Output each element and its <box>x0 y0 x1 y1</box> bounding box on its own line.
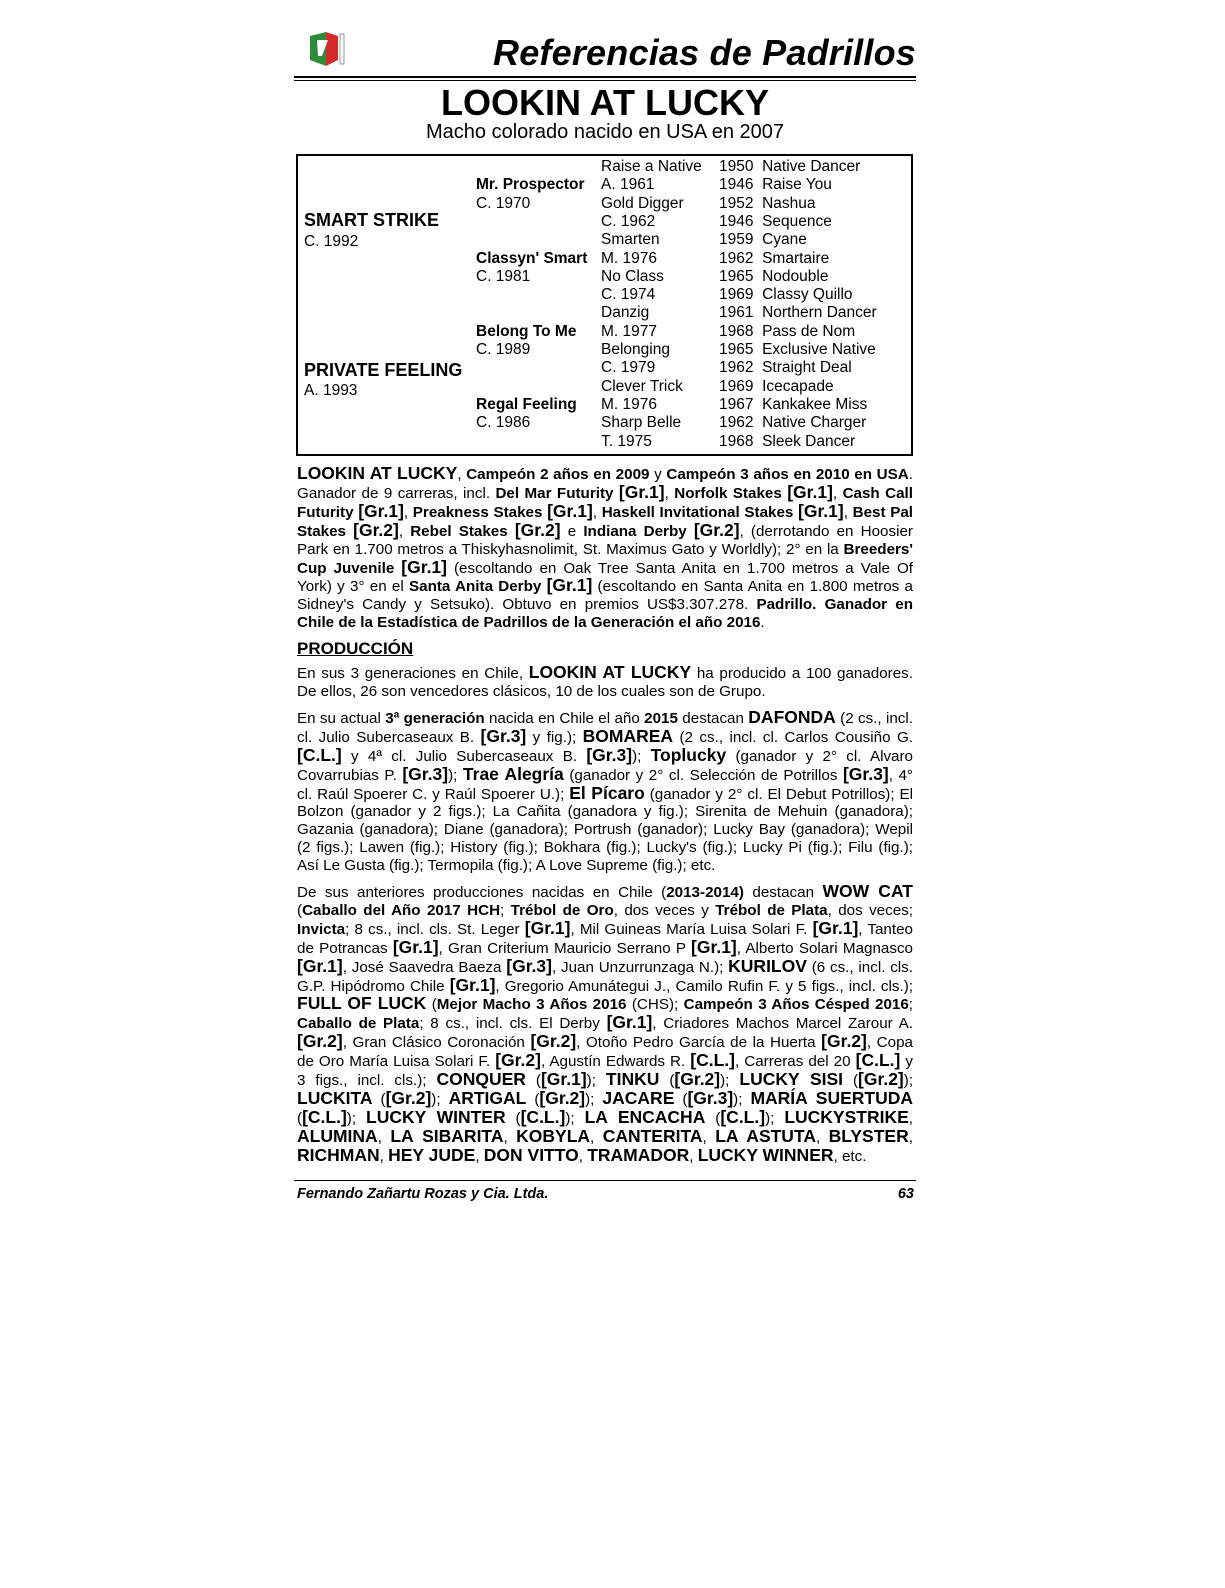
text-run: ); <box>431 1091 449 1108</box>
emphasized-text: [Gr.1] <box>812 917 859 938</box>
ancestor-entry: 1946 Sequence <box>719 212 832 230</box>
emphasized-text: [Gr.1] <box>524 917 571 938</box>
grandparent-name: Mr. Prospector <box>476 176 585 194</box>
ancestor-entry: 1967 Kankakee Miss <box>719 395 868 413</box>
text-run: , Criadores Machos Marcel Zarour A. <box>652 1015 913 1033</box>
horse-name: LOOKIN AT LUCKY <box>441 82 769 123</box>
text-run: , <box>590 1128 603 1146</box>
emphasized-text: [C.L.] <box>302 1106 347 1127</box>
emphasized-text: [Gr.1] <box>798 500 844 521</box>
emphasized-text: CONQUER <box>436 1069 526 1090</box>
grandparent-year: C. 1986 <box>476 414 531 432</box>
ancestor-entry: 1969 Classy Quillo <box>719 286 853 304</box>
emphasized-text: HEY JUDE <box>388 1144 476 1165</box>
text-run: nacida en Chile el año <box>484 709 645 727</box>
header-divider <box>294 76 916 78</box>
text-run: ( <box>297 901 303 919</box>
text-run: (escoltando en Oak Tree Santa Anita en 1.700 metros a Vale Of York) y 3° en el <box>297 559 913 596</box>
ancestor-entry: 1962 Straight Deal <box>719 359 852 377</box>
text-run: ); <box>632 747 651 765</box>
ancestor-entry: 1969 Icecapade <box>719 377 834 395</box>
emphasized-text: Haskell Invitational Stakes <box>601 503 799 521</box>
text-run: , <box>832 484 843 502</box>
text-run: , Copa de Oro María Luisa Solari F. <box>297 1034 913 1071</box>
text-run: , <box>664 484 675 502</box>
emphasized-text: LA SIBARITA <box>390 1125 504 1146</box>
ancestor-entry: 1965 Nodouble <box>719 267 829 285</box>
emphasized-text: Preakness Stakes <box>412 503 548 521</box>
text-run: ); <box>586 1072 606 1090</box>
ancestor-entry: 1962 Native Charger <box>719 414 867 432</box>
emphasized-text: [Gr.1] <box>691 936 737 957</box>
emphasized-text: [Gr.3] <box>687 1088 734 1108</box>
emphasized-text: [Gr.3] <box>480 725 527 746</box>
ancestor-entry: 1968 Pass de Nom <box>719 322 856 340</box>
great-grandparent-entry: M. 1976 <box>601 249 658 267</box>
text-run: , <box>578 1147 588 1165</box>
emphasized-text: BLYSTER <box>828 1125 909 1146</box>
ancestor-entry: 1961 Northern Dancer <box>719 304 877 322</box>
emphasized-text: LUCKY SISI <box>739 1069 844 1090</box>
great-grandparent-entry: A. 1961 <box>601 176 655 194</box>
sire-name: SMART STRIKE <box>304 210 439 230</box>
text-run: , <box>815 1128 829 1146</box>
text-run: ( <box>674 1091 688 1108</box>
emphasized-text: [Gr.1] <box>546 575 593 596</box>
emphasized-text: [Gr.2] <box>858 1069 904 1090</box>
great-grandparent-entry: Danzig <box>601 304 650 322</box>
text-run: ha producido a 100 ganadores. De ellos, 26 son vencedores clásicos, 10 de los cuales son de Grupo. <box>297 665 913 700</box>
text-run: , dos veces; <box>827 901 913 919</box>
great-grandparent-entry: C. 1979 <box>601 359 656 377</box>
ancestor-entry: 1965 Exclusive Native <box>719 341 876 358</box>
text-run: , <box>908 1128 913 1146</box>
emphasized-text: TINKU <box>605 1069 660 1090</box>
emphasized-text: [Gr.1] <box>392 936 439 957</box>
emphasized-text: [Gr.1] <box>606 1012 653 1033</box>
text-run: , <box>377 1128 391 1146</box>
emphasized-text: LUCKYSTRIKE <box>784 1106 909 1127</box>
great-grandparent-entry: Gold Digger <box>601 194 684 212</box>
text-run: En sus 3 generaciones en Chile, <box>297 665 529 683</box>
emphasized-text: [Gr.3] <box>402 763 449 784</box>
emphasized-text: JACARE <box>602 1088 675 1108</box>
emphasized-text: Trébol de Plata <box>715 901 828 919</box>
grandparent-name: Belong To Me <box>476 322 577 340</box>
ancestor-entry: 1968 Sleek Dancer <box>719 432 856 450</box>
emphasized-text: TRAMADOR <box>587 1144 690 1165</box>
text-run: ; 8 cs., incl. cls. St. Leger <box>345 920 525 938</box>
text-run: , Mil Guineas María Luisa Solari F. <box>570 920 813 938</box>
text-run: , <box>403 503 413 521</box>
text-run: ); <box>903 1072 914 1090</box>
text-run: , Gregorio Amunátegui J., Camilo Rufin F. y 5 figs., incl. cls.); <box>495 977 913 995</box>
emphasized-text: Trébol de Oro <box>510 901 614 919</box>
text-run: (ganador y 2° cl. Selección de Potrillos <box>563 766 843 784</box>
text-run: (ganador y 2° cl. El Debut Potrillos); El Bolzon (ganador y 2 figs.); La Cañita (ganadora y fig.); Sirenita de Mehuin (ganadora); Gazania (ganadora); Diane (ganadora); Portrush (ganador); Lucky Bay (ganadora); Wepil (2 figs.); Lawen (fig.); History (fig.); Bokhara (fig.); Lucky's (fig.); Lucky Pi (fig.); Filu (fig.); Así Le Gusta (fig.); Termopila (fig.); A Love Supreme (fig.); etc. <box>297 785 913 875</box>
emphasized-text: Del Mar Futurity <box>495 484 619 502</box>
emphasized-text: ALUMINA <box>297 1125 378 1146</box>
emphasized-text: [Gr.1] <box>618 481 665 502</box>
text-run: , Carreras del 20 <box>735 1053 856 1071</box>
emphasized-text: Caballo de Plata <box>297 1015 420 1033</box>
great-grandparent-entry: No Class <box>601 267 664 285</box>
emphasized-text: Norfolk Stakes <box>674 484 788 502</box>
emphasized-text: Campeón 3 Años Césped 2016 <box>683 996 909 1014</box>
emphasized-text: LA ASTUTA <box>715 1125 816 1146</box>
page-header <box>294 22 916 72</box>
emphasized-text: KURILOV <box>728 955 807 976</box>
grandparent-year: C. 1981 <box>476 267 531 285</box>
emphasized-text: Caballo del Año 2017 HCH <box>302 901 501 919</box>
text-run: y fig.); <box>526 728 583 746</box>
emphasized-text: 2015 <box>644 709 678 727</box>
emphasized-text: [Gr.2] <box>539 1088 586 1108</box>
emphasized-text: [Gr.3] <box>842 763 889 784</box>
text-run: , <box>592 503 602 521</box>
text-run: y 4ª cl. Julio Subercaseaux B. <box>341 747 587 765</box>
text-run: destacan <box>743 884 823 902</box>
text-run: , José Saavedra Baeza <box>342 958 507 976</box>
emphasized-text: [Gr.1] <box>449 974 496 995</box>
ancestor-entry: 1962 Smartaire <box>719 249 830 267</box>
emphasized-text: LA ENCACHA <box>584 1106 706 1127</box>
text-run: ( <box>659 1072 675 1090</box>
text-run: (escoltando en Santa Anita en 1.800 metros a Sidney's Candy y Setsuko). Obtuvo en premios US$3.307.278. <box>297 578 913 614</box>
emphasized-text: [Gr.2] <box>495 1050 541 1071</box>
emphasized-text: LOOKIN AT LUCKY <box>528 662 692 683</box>
text-run: ; 8 cs., incl. cls. El Derby <box>419 1015 607 1033</box>
text-run: , Tanteo de Potrancas <box>297 920 913 957</box>
emphasized-text: CANTERITA <box>602 1125 703 1146</box>
body-text <box>297 465 913 1174</box>
text-run: , <box>908 1109 913 1127</box>
great-grandparent-entry: Clever Trick <box>601 377 683 395</box>
great-grandparent-entry: C. 1974 <box>601 286 656 304</box>
text-run: , Juan Unzurrunzaga N.); <box>551 958 729 976</box>
great-grandparent-entry: Belonging <box>601 341 670 358</box>
emphasized-text: [C.L.] <box>855 1050 901 1071</box>
sire-year: C. 1992 <box>304 233 359 250</box>
emphasized-text: Invicta <box>297 920 346 938</box>
emphasized-text: WOW CAT <box>822 881 913 902</box>
text-run: (2 cs., incl. cl. Julio Subercaseaux B. <box>297 709 913 746</box>
text-run: destacan <box>677 709 749 727</box>
section-heading: PRODUCCIÓN <box>297 639 414 659</box>
text-run: ); <box>720 1072 740 1090</box>
text-run: , 4° cl. Raúl Spoerer C. y Raúl Spoerer U.); <box>297 766 913 803</box>
text-run: ( <box>705 1109 721 1127</box>
ancestor-entry: 1959 Cyane <box>719 231 807 249</box>
third-generation-paragraph <box>297 706 913 875</box>
emphasized-text: Trae Alegría <box>462 763 564 784</box>
emphasized-text: [Gr.3] <box>506 955 552 976</box>
text-run: y 3 figs., incl. cls.); <box>297 1053 913 1090</box>
emphasized-text: [C.L.] <box>520 1106 566 1127</box>
text-run: ); <box>733 1091 751 1108</box>
emphasized-text: [Gr.1] <box>401 556 447 577</box>
emphasized-text: [C.L.] <box>720 1106 766 1127</box>
page-title: Referencias de Padrillos <box>493 32 916 73</box>
text-run: , dos veces y <box>613 901 716 919</box>
emphasized-text: [Gr.1] <box>787 481 833 502</box>
great-grandparent-entry: Smarten <box>601 231 660 249</box>
text-run: , <box>379 1147 389 1165</box>
emphasized-text: [Gr.2] <box>530 1031 577 1052</box>
emphasized-text: 3ª generación <box>385 709 485 727</box>
emphasized-text: [Gr.2] <box>385 1088 432 1108</box>
emphasized-text: [C.L.] <box>690 1050 735 1071</box>
emphasized-text: ARTIGAL <box>448 1088 527 1108</box>
grandparent-name: Regal Feeling <box>476 395 577 413</box>
pedigree-table <box>296 154 913 456</box>
great-grandparent-entry: C. 1962 <box>601 212 656 230</box>
emphasized-text: [Gr.2] <box>674 1069 721 1090</box>
emphasized-text: [Gr.1] <box>358 500 404 521</box>
emphasized-text: [Gr.2] <box>514 519 561 540</box>
great-grandparent-entry: T. 1975 <box>601 432 652 450</box>
production-summary <box>297 664 913 701</box>
text-run: (ganador y 2° cl. Alvaro Covarrubias P. <box>297 747 913 784</box>
text-run: ); <box>765 1109 785 1127</box>
text-run: ( <box>525 1072 541 1090</box>
text-run: , Otoño Pedro García de la Huerta <box>576 1034 822 1052</box>
emphasized-text: [C.L.] <box>297 744 342 765</box>
text-run: ); <box>346 1109 367 1127</box>
text-run: ( <box>505 1109 521 1127</box>
text-run: . Ganador de 9 carreras, incl. <box>297 466 913 502</box>
emphasized-text: [Gr.3] <box>586 744 633 765</box>
emphasized-text: Campeón 2 años en 2009 <box>466 466 650 483</box>
text-run: y <box>649 466 667 483</box>
text-run: ( <box>526 1091 540 1108</box>
text-run: , etc. <box>833 1147 867 1165</box>
emphasized-text: Rebel Stakes <box>410 522 515 540</box>
emphasized-text: KOBYLA <box>516 1125 591 1146</box>
emphasized-text: LUCKITA <box>297 1088 373 1108</box>
text-run: ); <box>565 1109 585 1127</box>
text-run: , <box>475 1147 484 1165</box>
text-run: e <box>560 522 584 540</box>
great-grandparent-entry: M. 1976 <box>601 395 658 413</box>
text-run: De sus anteriores producciones nacidas en Chile ( <box>297 884 667 902</box>
emphasized-text: Santa Anita Derby <box>409 578 547 596</box>
emphasized-text: El Pícaro <box>569 782 645 803</box>
document-page <box>294 22 916 1202</box>
emphasized-text: LOOKIN AT LUCKY <box>297 463 458 483</box>
emphasized-text: Toplucky <box>650 744 727 765</box>
text-run: (CHS); <box>626 996 684 1014</box>
emphasized-text: [Gr.2] <box>821 1031 867 1052</box>
emphasized-text: Best Pal Stakes <box>297 503 913 540</box>
great-grandparent-entry: M. 1977 <box>601 322 658 340</box>
emphasized-text: [Gr.1] <box>297 955 343 976</box>
grandparent-name: Classyn' Smart <box>476 249 588 267</box>
text-run: (2 cs., incl. cl. Carlos Cousiño G. <box>673 728 913 746</box>
header-divider-thin <box>294 80 916 81</box>
text-run: ); <box>448 766 463 784</box>
emphasized-text: [Gr.1] <box>547 500 593 521</box>
emphasized-text: Cash Call Futurity <box>297 484 913 521</box>
emphasized-text: Indiana Derby <box>583 522 694 540</box>
dam-name: PRIVATE FEELING <box>304 360 463 380</box>
text-run: ( <box>843 1072 859 1090</box>
text-run: , <box>503 1128 517 1146</box>
text-run: ( <box>426 996 437 1014</box>
text-run: ( <box>297 1109 303 1127</box>
text-run: ); <box>585 1091 603 1108</box>
footer-company: Fernando Zañartu Rozas y Cia. Ltda. <box>297 1186 549 1202</box>
emphasized-text: DON VITTO <box>483 1144 579 1165</box>
text-run: (6 cs., incl. cls. G.P. Hipódromo Chile <box>297 958 913 995</box>
emphasized-text: Padrillo. Ganador en Chile de la Estadística de Padrillos de la Generación el año 2016 <box>297 596 913 632</box>
emphasized-text: FULL OF LUCK <box>297 993 427 1014</box>
great-grandparent-entry: Raise a Native <box>601 158 702 175</box>
text-run: , (derrotando en Hoosier Park en 1.700 metros a Thiskyhasnolimit, St. Maximus Gato y Worldly); 2° en la <box>297 522 913 558</box>
ancestor-entry: 1952 Nashua <box>719 194 816 212</box>
emphasized-text: Campeón 3 años en 2010 en USA <box>666 466 909 483</box>
grandparent-year: C. 1989 <box>476 341 531 358</box>
emphasized-text: Mejor Macho 3 Años 2016 <box>436 996 627 1014</box>
emphasized-text: [Gr.1] <box>540 1069 587 1090</box>
text-run: , <box>398 522 411 540</box>
emphasized-text: MARÍA SUERTUDA <box>750 1088 914 1108</box>
emphasized-text: Breeders' Cup Juvenile <box>297 540 913 577</box>
ancestor-entry: 1946 Raise You <box>719 176 832 194</box>
emphasized-text: [Gr.2] <box>693 519 740 540</box>
emphasized-text: [Gr.2] <box>297 1031 343 1052</box>
text-run: , Alberto Solari Magnasco <box>736 939 913 957</box>
description-paragraph <box>297 465 913 632</box>
emphasized-text: LUCKY WINTER <box>366 1106 506 1127</box>
dam-year: A. 1993 <box>304 382 358 399</box>
page-number: 63 <box>897 1186 914 1202</box>
ancestor-entry: 1950 Native Dancer <box>719 158 861 175</box>
text-run: , Agustín Edwards R. <box>540 1053 691 1071</box>
text-run: , <box>843 503 853 521</box>
emphasized-text: [Gr.2] <box>353 519 399 540</box>
text-run: ; <box>500 901 511 919</box>
text-run: . <box>760 614 765 632</box>
horse-subtitle: Macho colorado nacido en USA en 2007 <box>425 121 785 143</box>
emphasized-text: LUCKY WINNER <box>697 1144 834 1165</box>
text-run: , <box>457 466 467 483</box>
grandparent-year: C. 1970 <box>476 194 531 212</box>
emphasized-text: RICHMAN <box>297 1144 380 1165</box>
footer-divider <box>294 1180 916 1181</box>
company-logo-icon <box>306 30 346 68</box>
emphasized-text: 2013-2014) <box>666 884 744 902</box>
text-run: , Gran Criterium Mauricio Serrano P <box>438 939 692 957</box>
text-run: ( <box>372 1091 386 1108</box>
text-run: , Gran Clásico Coronación <box>342 1034 531 1052</box>
previous-generations-paragraph <box>297 883 913 1166</box>
text-run: En su actual <box>297 709 386 727</box>
great-grandparent-entry: Sharp Belle <box>601 414 682 432</box>
emphasized-text: DAFONDA <box>748 706 836 727</box>
text-run: , <box>702 1128 716 1146</box>
text-run: ; <box>908 996 914 1014</box>
emphasized-text: BOMAREA <box>582 725 674 746</box>
text-run: , <box>689 1147 698 1165</box>
